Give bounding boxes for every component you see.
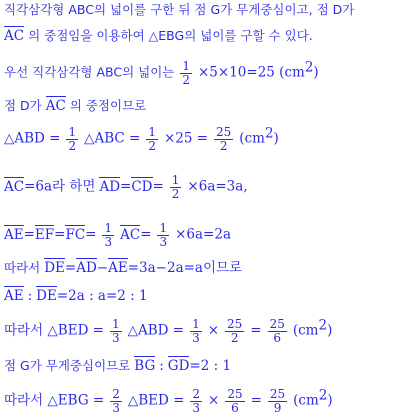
unit-close: ): [327, 392, 333, 409]
centroid-text: 점 G가 무게중심이므로: [4, 358, 131, 373]
segment-ac: AC: [4, 178, 25, 195]
fraction-numerator: 25: [227, 387, 243, 401]
fraction-numerator: 1: [68, 125, 77, 139]
area-abd-line: [4, 126, 279, 152]
fraction-numerator: 1: [104, 221, 113, 235]
de-result: =3a−2a=a이므로: [127, 260, 243, 276]
fraction-numerator: 1: [111, 317, 120, 331]
fraction-two-thirds: [190, 388, 202, 414]
fraction-25-6: [268, 318, 287, 344]
fraction-denominator: 2: [219, 138, 228, 153]
fraction-denominator: 2: [68, 138, 77, 153]
equals-sign: =: [64, 260, 77, 276]
fraction-25-6: [225, 388, 244, 414]
assume-text: =6a라 하면: [24, 178, 96, 195]
fraction-numerator: 2: [112, 387, 120, 401]
segment-ac: AC: [45, 98, 66, 114]
fraction-two-thirds: [110, 388, 122, 414]
fraction-numerator: 1: [171, 173, 180, 187]
unit-open: (cm: [292, 322, 319, 339]
area-abc-line: [4, 60, 319, 86]
fraction-denominator: 2: [230, 330, 239, 345]
ratio-ae-de-line: [4, 290, 148, 304]
fraction-denominator: 9: [273, 400, 282, 415]
area-abc-expression: ×5×10=25 (cm: [198, 64, 305, 81]
ratio-colon: :: [159, 358, 164, 374]
segment-ac: AC: [120, 226, 141, 243]
unit-exponent: 2: [264, 125, 274, 142]
fraction-one-third: [110, 318, 122, 344]
fraction-denominator: 6: [273, 330, 282, 345]
segment-length-line: [4, 174, 248, 200]
unit-close: ): [313, 64, 319, 81]
solution-document: [2, 0, 398, 419]
fraction-one-half: [170, 174, 182, 200]
fraction-25-2: [214, 126, 233, 152]
fraction-denominator: 3: [111, 330, 120, 345]
area-bed-ref: △BED =: [127, 392, 185, 409]
unit-exponent: 2: [304, 59, 314, 76]
fraction-one-third: [190, 318, 202, 344]
segment-ae: AE: [4, 288, 24, 304]
segment-ae: AE: [108, 260, 128, 276]
unit-exponent: 2: [318, 387, 328, 404]
equals-sign: =: [250, 392, 262, 409]
fraction-one-half: [146, 126, 158, 152]
fraction-denominator: 3: [159, 234, 168, 249]
equals-sign: =: [140, 226, 152, 243]
segment-ef: EF: [34, 226, 55, 243]
fraction-denominator: 3: [104, 234, 113, 249]
fraction-numerator: 1: [192, 317, 200, 331]
segment-ae: AE: [4, 226, 24, 243]
area-ebg-label: 따라서 △EBG =: [4, 392, 105, 409]
fraction-25-9: [268, 388, 287, 414]
equals-sign: =: [23, 226, 35, 243]
intro-text-2: 의 중점임을 이용하여 △EBG의 넓이를 구할 수 있다.: [28, 28, 313, 43]
intro-text-1: 직각삼각형 ABC의 넓이를 구한 뒤 점 G가 무게중심이고, 점 D가: [4, 2, 355, 17]
equals-sign: =: [120, 178, 132, 195]
area-bed-label: 따라서 △BED =: [4, 322, 104, 339]
unit-open: (cm: [293, 392, 319, 409]
fraction-numerator: 2: [192, 387, 201, 401]
times-25: ×25 =: [163, 130, 209, 147]
area-bed-line: [4, 318, 332, 344]
segment-cd: CD: [131, 178, 153, 195]
equals-sign: =: [54, 226, 66, 243]
ratio-colon: :: [27, 288, 33, 304]
segment-ad: AD: [99, 178, 121, 195]
equals-sign: =: [85, 226, 97, 243]
unit-close: ): [327, 322, 333, 339]
ratio-result: =2a : a=2 : 1: [56, 288, 148, 304]
centroid-ratio-line: [4, 360, 231, 374]
times-6a: ×6a=3a,: [187, 178, 248, 195]
fraction-25-2: [225, 318, 244, 344]
fraction-one-third: [157, 222, 169, 248]
fraction-denominator: 6: [231, 400, 239, 415]
area-abd-label: △ABD =: [4, 130, 61, 147]
fraction-denominator: 2: [148, 138, 156, 153]
unit-close: ): [273, 130, 279, 147]
fraction-numerator: 25: [269, 387, 286, 401]
fraction-denominator: 2: [182, 72, 191, 87]
minus-sign: −: [96, 260, 109, 276]
times-sign: ×: [208, 392, 220, 409]
fraction-denominator: 3: [192, 400, 201, 415]
equals-sign: =: [152, 178, 164, 195]
fraction-numerator: 1: [159, 221, 168, 235]
segment-ad: AD: [76, 260, 97, 276]
ratio-result: =2 : 1: [189, 358, 232, 374]
area-abc-label: 우선 직각삼각형 ABC의 넓이는: [4, 64, 175, 80]
fraction-numerator: 25: [216, 125, 232, 139]
therefore-text: 따라서: [4, 260, 41, 275]
midpoint-line: [4, 100, 146, 114]
fraction-denominator: 3: [112, 400, 120, 415]
unit-exponent: 2: [318, 317, 328, 334]
midpoint-prefix: 점 D가: [4, 98, 42, 113]
fraction-one-half: [180, 60, 192, 86]
equals-sign: =: [250, 322, 262, 339]
fraction-numerator: 25: [227, 317, 243, 331]
intro-line-1: [4, 4, 354, 17]
times-6a: ×6a=2a: [175, 226, 232, 243]
segment-de: DE: [44, 260, 65, 276]
fraction-numerator: 1: [148, 125, 156, 139]
area-ebg-line: [4, 388, 333, 414]
fraction-denominator: 2: [171, 186, 180, 201]
segment-gd: GD: [167, 358, 190, 374]
times-sign: ×: [207, 322, 220, 339]
midpoint-suffix: 의 중점이므로: [69, 98, 147, 113]
area-abc-ref: △ABC =: [84, 130, 141, 147]
intro-line-2: [4, 30, 313, 44]
area-abd-ref: △ABD =: [127, 322, 185, 339]
trisection-line: [4, 222, 231, 248]
fraction-one-third: [102, 222, 114, 248]
fraction-numerator: 25: [269, 317, 285, 331]
segment-de: DE: [36, 288, 57, 304]
fraction-numerator: 1: [182, 59, 191, 73]
unit-open: (cm: [239, 130, 265, 147]
fraction-one-half: [66, 126, 78, 152]
segment-ac: AC: [4, 28, 25, 44]
segment-fc: FC: [65, 226, 86, 243]
de-length-line: [4, 262, 242, 276]
fraction-denominator: 3: [192, 330, 200, 345]
segment-bg: BG: [134, 358, 156, 374]
